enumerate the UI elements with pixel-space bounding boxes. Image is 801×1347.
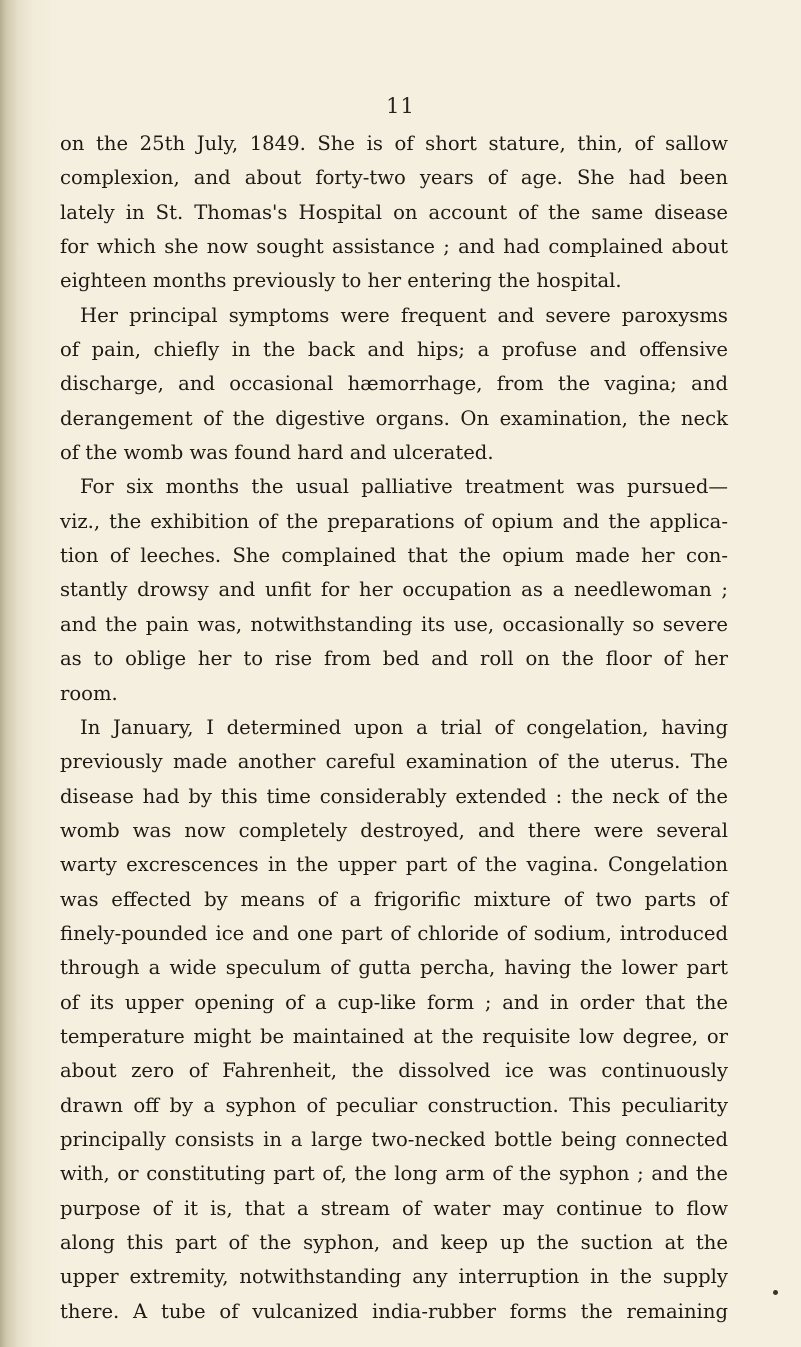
text-line: derangement of the digestive organs. On examination, the neck bbox=[60, 406, 728, 430]
text-line: previously made another careful examination of the uterus. The bbox=[60, 750, 728, 774]
paper-speck bbox=[773, 1290, 778, 1295]
text-line: stantly drowsy and unfit for her occupation as a needlewoman ; bbox=[60, 578, 728, 602]
text-line: womb was now completely destroyed, and there were several bbox=[60, 818, 728, 842]
text-line: through a wide speculum of gutta percha, having the lower part bbox=[60, 956, 728, 980]
text-line: was effected by means of a frigorific mixture of two parts of bbox=[60, 887, 728, 911]
text-line: on the 25th July, 1849. She is of short stature, thin, of sallow bbox=[60, 132, 728, 155]
text-line: principally consists in a large two-necked bottle being connected bbox=[60, 1127, 728, 1151]
text-line: with, or constituting part of, the long arm of the syphon ; and the bbox=[60, 1162, 728, 1186]
text-line: For six months the usual palliative treatment was pursued— bbox=[80, 475, 728, 499]
text-line: along this part of the syphon, and keep up the suction at the bbox=[60, 1231, 728, 1254]
text-line: lately in St. Thomas's Hospital on account of the same disease bbox=[60, 200, 728, 224]
text-line: purpose of it is, that a stream of water may continue to flow bbox=[60, 1196, 728, 1220]
text-line: and the pain was, notwithstanding its use, occasionally so severe bbox=[60, 612, 728, 636]
text-line: for which she now sought assistance ; and had complained about bbox=[60, 235, 728, 259]
text-line: complexion, and about forty-two years of age. She had been bbox=[60, 166, 728, 190]
text-line: warty excrescences in the upper part of the vagina. Congelation bbox=[60, 853, 728, 877]
text-line: disease had by this time considerably extended : the neck of the bbox=[60, 784, 728, 808]
text-line: of its upper opening of a cup-like form ; and in order that the bbox=[60, 990, 728, 1014]
text-line: Her principal symptoms were frequent and severe paroxysms bbox=[80, 303, 728, 327]
text-line: viz., the exhibition of the preparations of opium and the applica- bbox=[60, 509, 728, 533]
text-line: of the womb was found hard and ulcerated. bbox=[60, 441, 494, 465]
text-line: eighteen months previously to her entering the hospital. bbox=[60, 269, 622, 293]
text-line: temperature might be maintained at the requisite low degree, or bbox=[60, 1024, 728, 1048]
text-line: In January, I determined upon a trial of congelation, having bbox=[80, 715, 728, 739]
text-line: of pain, chiefly in the back and hips; a profuse and offensive bbox=[60, 338, 728, 362]
text-line: finely-pounded ice and one part of chloride of sodium, introduced bbox=[60, 921, 728, 945]
body-text bbox=[60, 127, 728, 1329]
text-line: as to oblige her to rise from bed and roll on the floor of her bbox=[60, 647, 728, 671]
text-line: drawn off by a syphon of peculiar construction. This peculiarity bbox=[60, 1093, 728, 1117]
text-line: there. A tube of vulcanized india-rubber forms the remaining bbox=[60, 1299, 728, 1323]
text-line: upper extremity, notwithstanding any interruption in the supply bbox=[60, 1265, 728, 1289]
text-line: tion of leeches. She complained that the opium made her con- bbox=[60, 544, 728, 568]
text-line: discharge, and occasional hæmorrhage, from the vagina; and bbox=[60, 372, 728, 396]
text-line: room. bbox=[60, 681, 118, 705]
page-number: 11 bbox=[386, 94, 415, 118]
text-line: about zero of Fahrenheit, the dissolved ice was continuously bbox=[60, 1059, 728, 1083]
